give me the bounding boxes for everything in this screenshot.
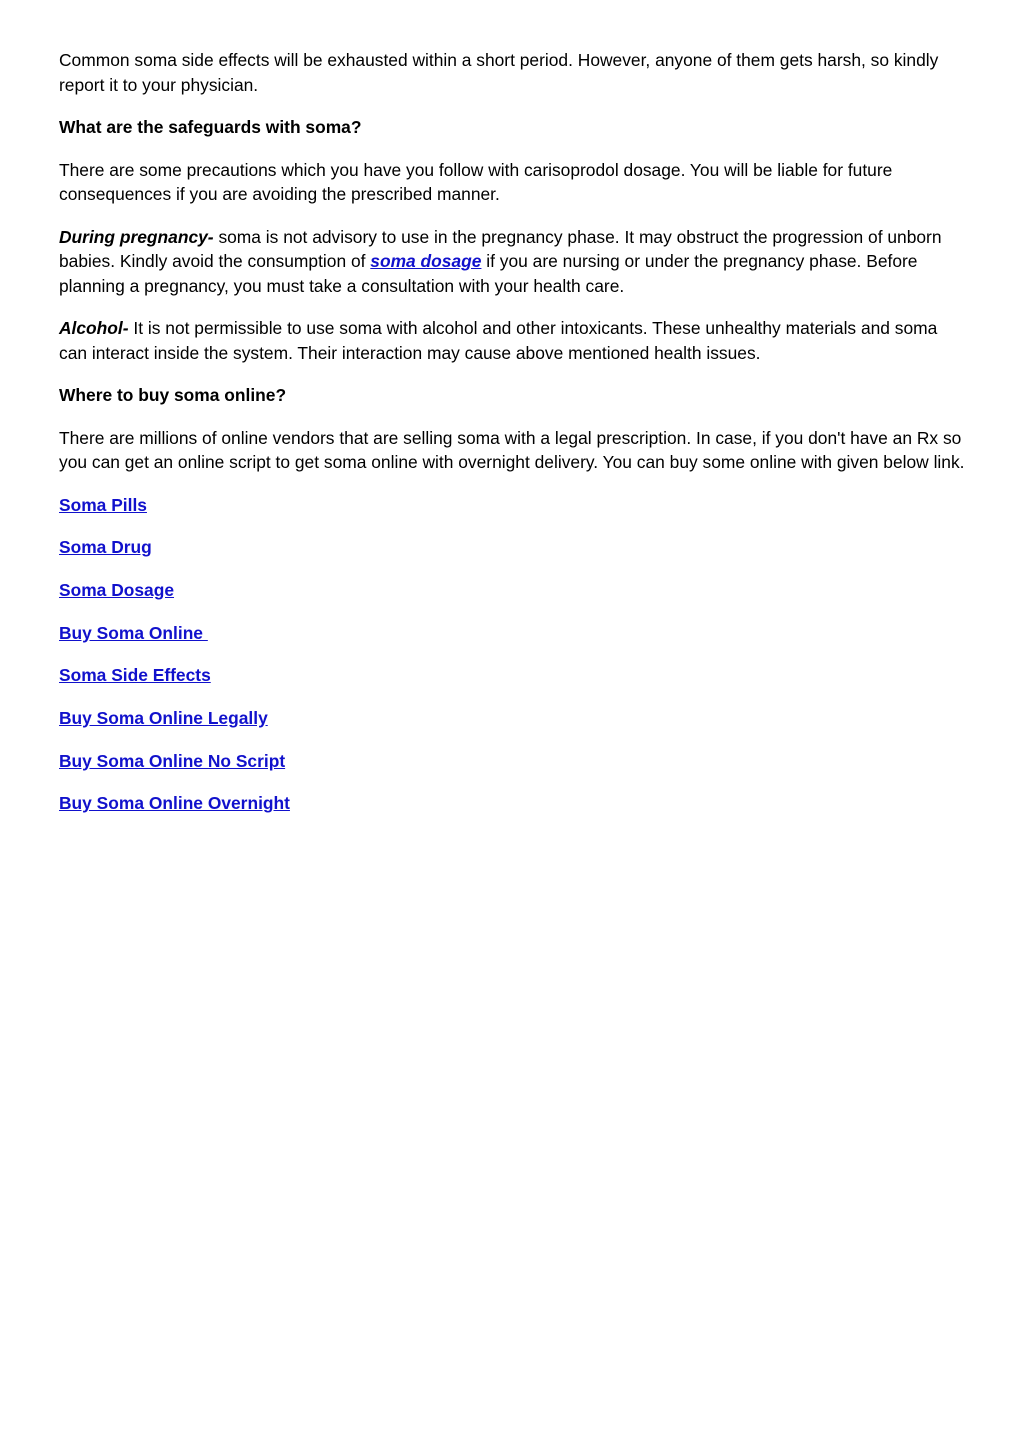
alcohol-text: It is not permissible to use soma with alcohol and other intoxicants. These unhealthy materials and soma can interact inside the system. Their interaction may cause above mentioned health issues.	[59, 318, 938, 363]
link-item	[59, 706, 967, 731]
pregnancy-text-before-link: soma is not advisory to use in the pregnancy phase. It may obstruct the progression of unborn babies. Kindly avoid the consumption of	[59, 226, 942, 271]
pregnancy-paragraph	[59, 225, 967, 299]
document-page	[59, 48, 967, 834]
buy-heading: Where to buy soma online?	[59, 385, 287, 405]
buy-paragraph: There are millions of online vendors that are selling soma with a legal prescription. In case, if you don't have an Rx so you can get an online script to get soma online with overnight delivery. You can buy some online with given below link.	[59, 427, 965, 472]
alcohol-label: Alcohol-	[59, 318, 129, 338]
link-item	[59, 621, 967, 646]
soma-dosage-inline-link[interactable]: soma dosage	[370, 251, 482, 271]
alcohol-paragraph	[59, 316, 967, 365]
link-item	[59, 791, 967, 816]
link-item	[59, 535, 967, 560]
safeguards-heading: What are the safeguards with soma?	[59, 117, 362, 137]
buy-soma-online-legally-link[interactable]: Buy Soma Online Legally	[59, 707, 268, 728]
pregnancy-label: During pregnancy-	[59, 226, 214, 247]
intro-paragraph: Common soma side effects will be exhausted within a short period. However, anyone of them gets harsh, so kindly report it to your physician.	[59, 50, 939, 95]
pregnancy-text-after-link: if you are nursing or under the pregnancy phase. Before planning a pregnancy, you must take a consultation with your health care.	[59, 251, 918, 296]
buy-soma-online-no-script-link[interactable]: Buy Soma Online No Script	[59, 750, 286, 771]
buy-soma-online-link[interactable]: Buy Soma Online	[59, 622, 208, 643]
soma-side-effects-link[interactable]: Soma Side Effects	[59, 665, 211, 686]
precautions-paragraph: There are some precautions which you have you follow with carisoprodol dosage. You will be liable for future consequences if you are avoiding the prescribed manner.	[59, 159, 893, 204]
soma-drug-link[interactable]: Soma Drug	[59, 537, 152, 558]
soma-pills-link[interactable]: Soma Pills	[59, 494, 147, 515]
link-item	[59, 749, 967, 774]
link-item	[59, 663, 967, 688]
link-item	[59, 578, 967, 603]
soma-dosage-link[interactable]: Soma Dosage	[59, 579, 175, 600]
buy-soma-online-overnight-link[interactable]: Buy Soma Online Overnight	[59, 793, 290, 814]
link-item	[59, 493, 967, 518]
